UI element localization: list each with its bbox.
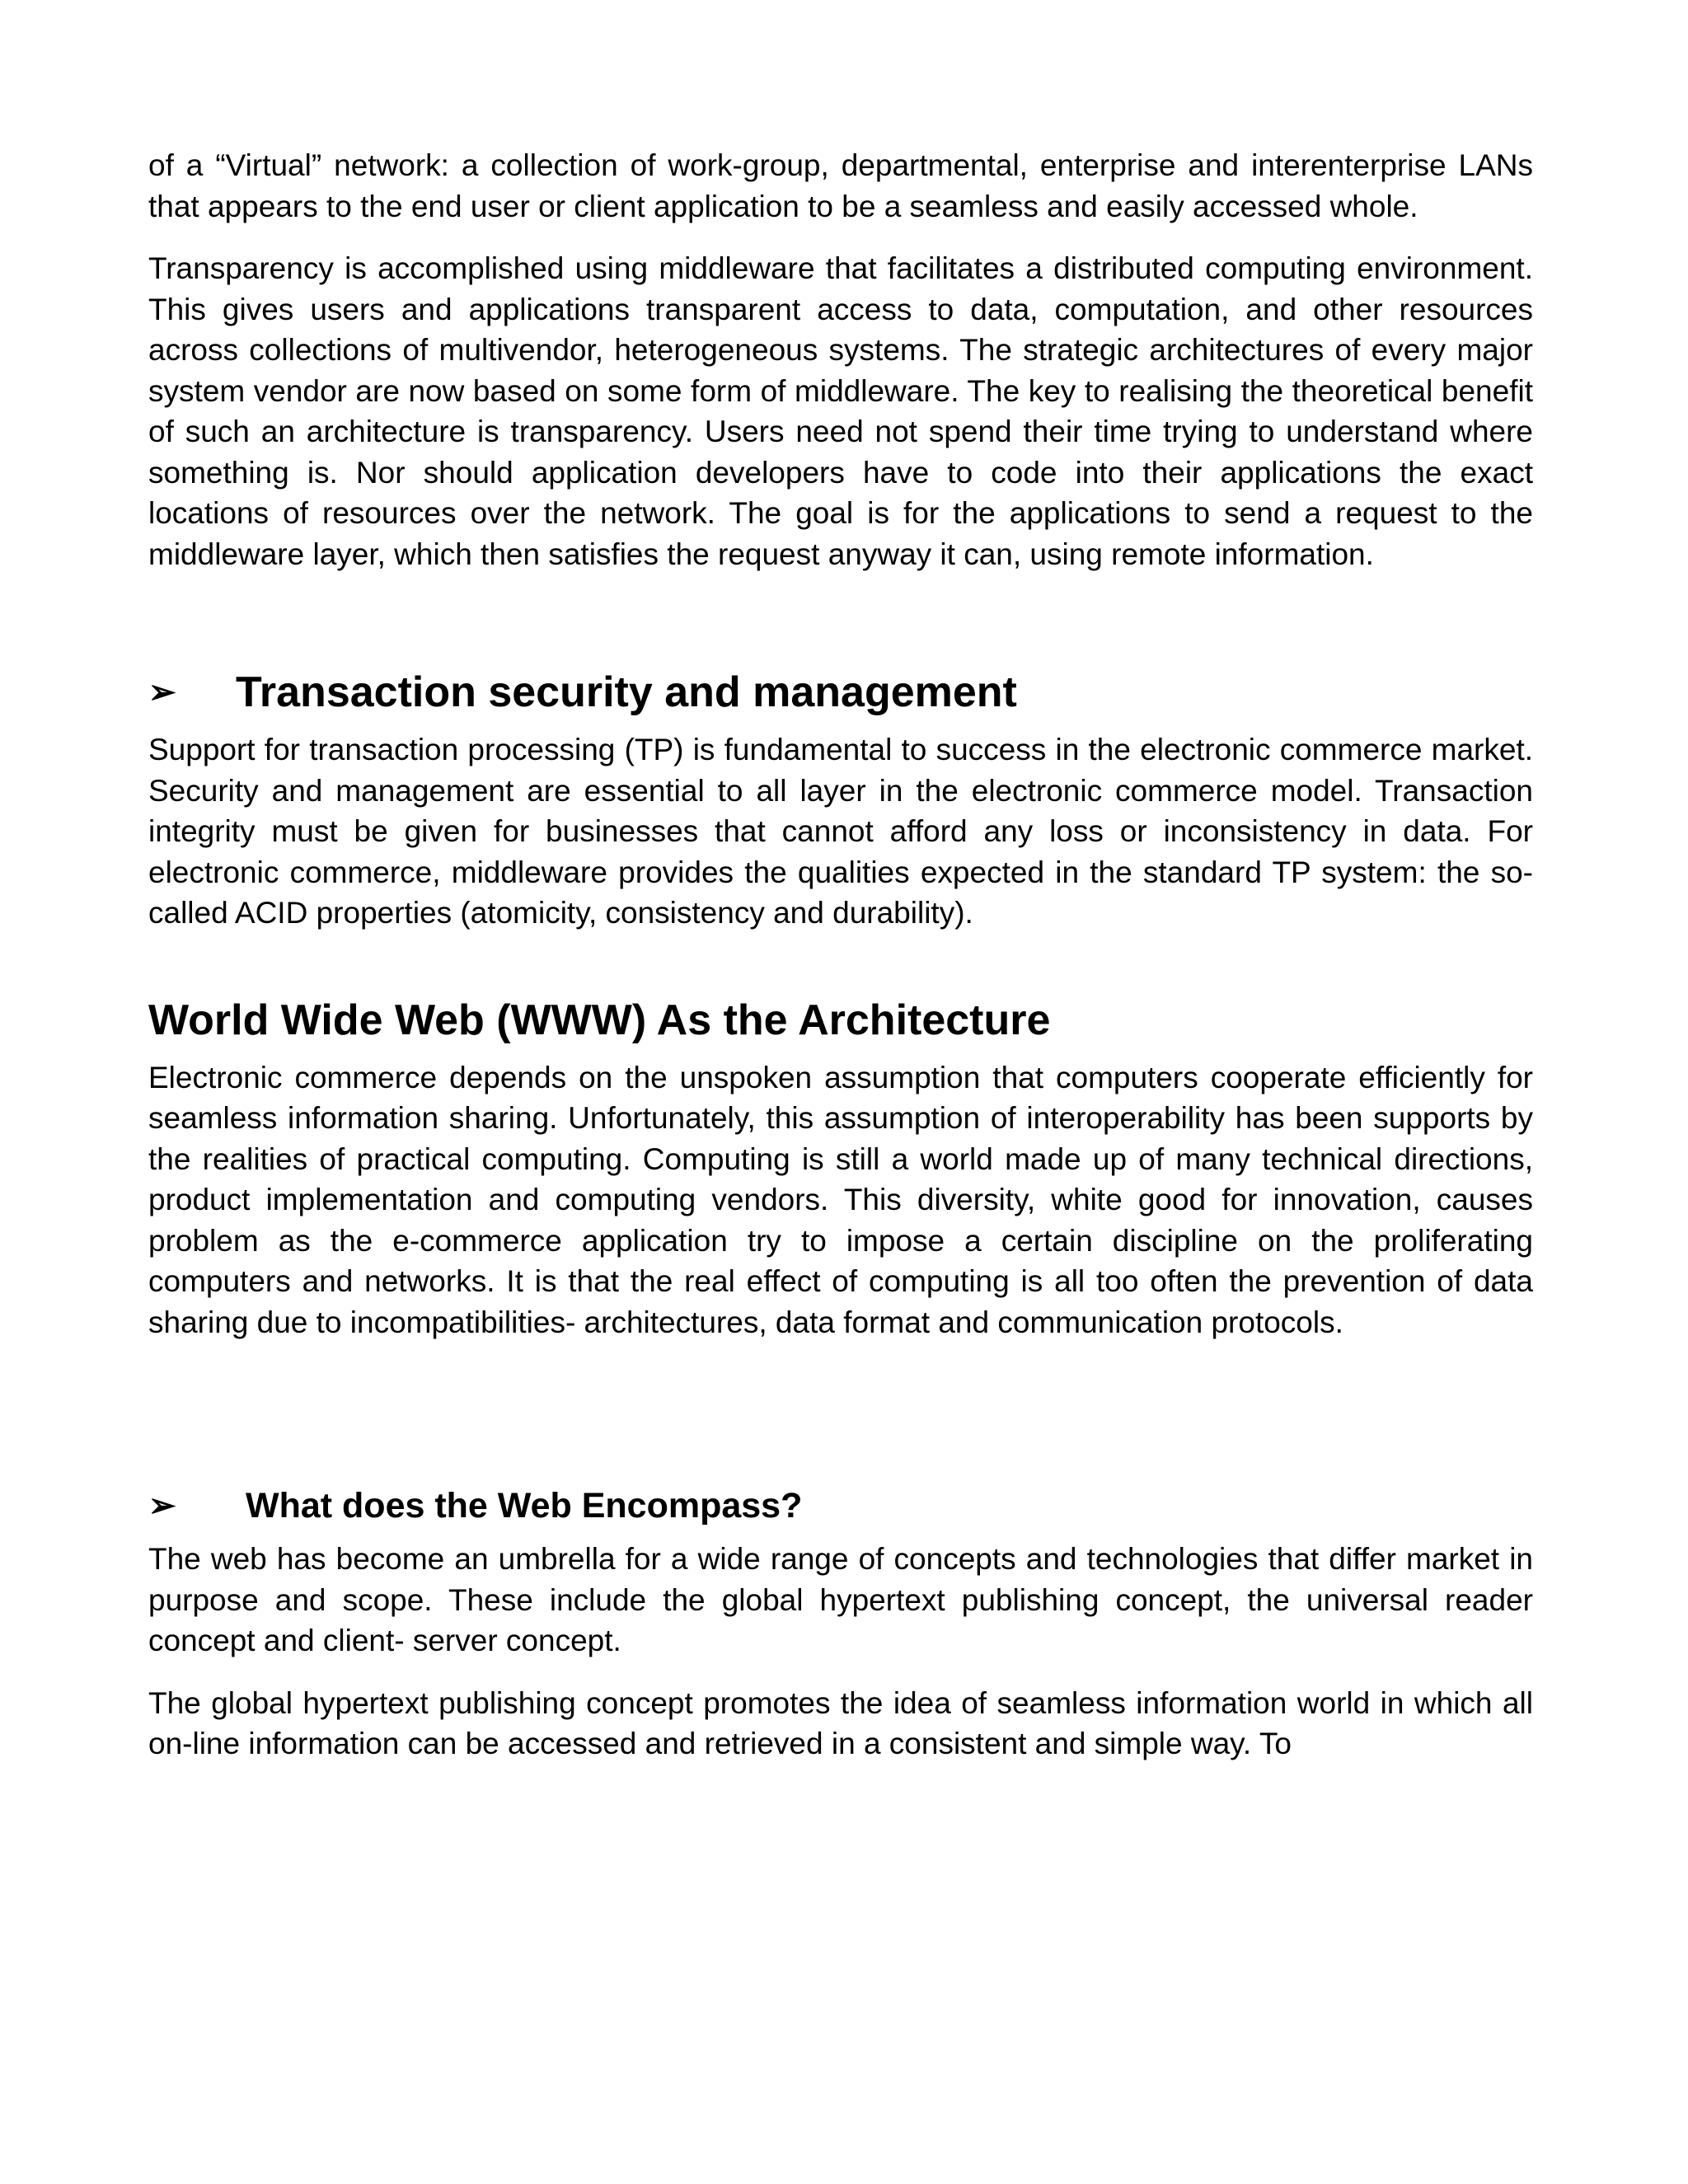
paragraph-transaction-processing: Support for transaction processing (TP) is fundamental to success in the electronic commerce market. Security and management are essential to all layer in the electronic commerce model. Transaction integrity must be given for businesses that cannot afford any loss or inconsistency in data. For electronic commerce, middleware provides the qualities expected in the standard TP system: the so-called ACID properties (atomicity, consistency and durability). (148, 733, 1533, 930)
heading-transaction-security (148, 663, 1533, 721)
paragraph-web-umbrella: The web has become an umbrella for a wide range of concepts and technologies that differ market in purpose and scope. These include the global hypertext publishing concept, the universal reader concept and client- server concept. (148, 1542, 1533, 1657)
heading-web-encompass-text: What does the Web Encompass? (246, 1486, 803, 1526)
paragraph-electronic-commerce: Electronic commerce depends on the unspoken assumption that computers cooperate efficiently for seamless information sharing. Unfortunately, this assumption of interoperability has been supports by the realities of practical computing. Computing is still a world made up of many technical directions, product implementation and computing vendors. This diversity, white good for innovation, causes problem as the e-commerce application try to impose a certain discipline on the proliferating computers and networks. It is that the real effect of computing is all too often the prevention of data sharing due to incompatibilities- architectures, data format and communication protocols. (148, 1060, 1533, 1339)
arrow-bullet-icon: ➢ (148, 1488, 176, 1524)
paragraph-global-hypertext: The global hypertext publishing concept promotes the idea of seamless information world in which all on-line information can be accessed and retrieved in a consistent and simple way. To (148, 1685, 1533, 1760)
document-page (148, 145, 1533, 1765)
heading-web-encompass (148, 1481, 1533, 1530)
paragraph-virtual-network: of a “Virtual” network: a collection of work-group, departmental, enterprise and interenterprise LANs that appears to the end user or client application to be a seamless and easily accessed whole. (148, 148, 1533, 223)
heading-transaction-security-text: Transaction security and management (236, 668, 1017, 716)
paragraph-transparency: Transparency is accomplished using middleware that facilitates a distributed computing environment. This gives users and applications transparent access to data, computation, and other resources across collections of multivendor, heterogeneous systems. The strategic architectures of every major system vendor are now based on some form of middleware. The key to realising the theoretical benefit of such an architecture is transparency. Users need not spend their time trying to understand where something is. Nor should application developers have to code into their applications the exact locations of resources over the network. The goal is for the applications to send a request to the middleware layer, which then satisfies the request anyway it can, using remote information. (148, 251, 1533, 571)
heading-www-architecture: World Wide Web (WWW) As the Architecture (148, 996, 1051, 1044)
arrow-bullet-icon: ➢ (148, 674, 176, 710)
